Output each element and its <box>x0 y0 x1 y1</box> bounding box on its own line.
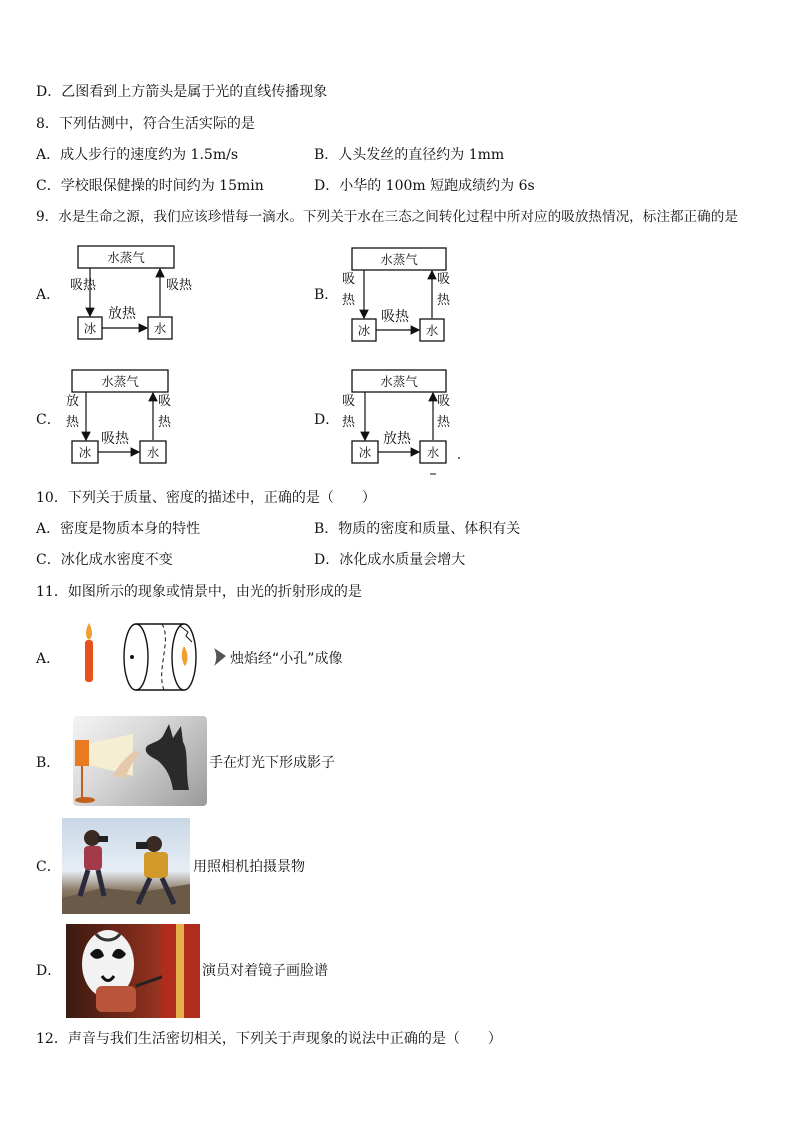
q8-stem: 8．下列估测中，符合生活实际的是 <box>36 116 255 132</box>
ice-box: 冰 <box>357 323 371 338</box>
left-label: 吸热 <box>70 278 97 293</box>
q9-diagram-a <box>68 243 193 345</box>
q10-option-b: B．物质的密度和质量、体积有关 <box>314 521 521 537</box>
lamp-icon <box>75 740 89 766</box>
q8-option-c: C．学校眼保健操的时间约为 15min <box>36 178 264 194</box>
q9-option-d-label: D． <box>314 412 340 428</box>
q8-option-b: B．人头发丝的直径约为 1mm <box>314 147 505 163</box>
shadow-icon <box>146 724 189 790</box>
bottom-label: 吸热 <box>101 431 129 447</box>
q9-diagram-b <box>336 245 456 347</box>
q11-option-d-label: D． <box>36 963 62 979</box>
photographers-photo <box>62 818 190 914</box>
q9-option-b-label: B． <box>314 287 339 303</box>
vapor-box: 水蒸气 <box>101 374 139 389</box>
vapor-box: 水蒸气 <box>380 252 418 267</box>
bottom-label: 放热 <box>383 431 411 447</box>
q11-option-c-caption: 用照相机拍摄景物 <box>193 859 305 875</box>
water-box: 水 <box>425 323 439 338</box>
ice-box: 冰 <box>358 445 372 460</box>
q10-option-d: D．冰化成水质量会增大 <box>314 552 466 568</box>
q9-diagram-c <box>64 367 184 469</box>
q10-stem: 10．下列关于质量、密度的描述中，正确的是（ ） <box>36 490 376 506</box>
q7-option-d: D．乙图看到上方箭头是属于光的直线传播现象 <box>36 84 328 100</box>
bottom-label: 放热 <box>108 306 136 322</box>
right-label: 吸热 <box>437 394 451 430</box>
hand-shadow-photo <box>73 716 207 806</box>
q11-option-b-label: B． <box>36 755 61 771</box>
q9-stem: 9．水是生命之源，我们应该珍惜每一滴水。下列关于水在三态之间转化过程中所对应的吸放热情况，标注都正确的是 <box>36 209 738 225</box>
q11-option-d-caption: 演员对着镜子画脸谱 <box>202 963 328 979</box>
camera-icon <box>136 842 148 849</box>
q11-stem: 11．如图所示的现象或情景中，由光的折射形成的是 <box>36 584 362 600</box>
q12-stem: 12．声音与我们生活密切相关，下列关于声现象的说法中正确的是（ ） <box>36 1031 502 1047</box>
water-box: 水 <box>153 321 167 336</box>
left-label: 吸热 <box>342 272 356 308</box>
ice-box: 冰 <box>83 321 97 336</box>
right-label: 吸热 <box>166 278 193 293</box>
q9-option-a-label: A． <box>36 287 61 303</box>
q9-diagram-d <box>336 367 466 479</box>
candle-icon <box>85 640 93 682</box>
q11-option-c-label: C． <box>36 859 61 875</box>
q11-option-a-label: A． <box>36 651 61 667</box>
q8-option-a: A．成人步行的速度约为 1.5m/s <box>36 147 239 163</box>
vapor-box: 水蒸气 <box>107 250 145 265</box>
left-label: 放热 <box>66 394 80 430</box>
vapor-box: 水蒸气 <box>380 374 418 389</box>
q10-option-c: C．冰化成水密度不变 <box>36 552 173 568</box>
water-box: 水 <box>426 445 440 460</box>
right-label: 吸热 <box>437 272 451 308</box>
camera-icon <box>98 836 108 842</box>
eye-icon <box>214 648 226 666</box>
opera-mask-photo <box>66 924 200 1018</box>
water-box: 水 <box>146 445 160 460</box>
flame-icon <box>86 623 92 640</box>
q11-option-a-caption: 烛焰经“小孔”成像 <box>230 651 343 667</box>
q8-option-d: D．小华的 100m 短跑成绩约为 6s <box>314 178 535 194</box>
q9-option-c-label: C． <box>36 412 61 428</box>
q10-option-a: A．密度是物质本身的特性 <box>36 521 201 537</box>
q11-option-b-caption: 手在灯光下形成影子 <box>209 755 335 771</box>
hand-icon <box>96 986 136 1012</box>
ice-box: 冰 <box>78 445 92 460</box>
right-label: 吸热 <box>158 394 172 430</box>
bottom-label: 吸热 <box>381 309 409 325</box>
left-label: 吸热 <box>342 394 356 430</box>
pinhole-camera-illustration <box>76 620 230 694</box>
